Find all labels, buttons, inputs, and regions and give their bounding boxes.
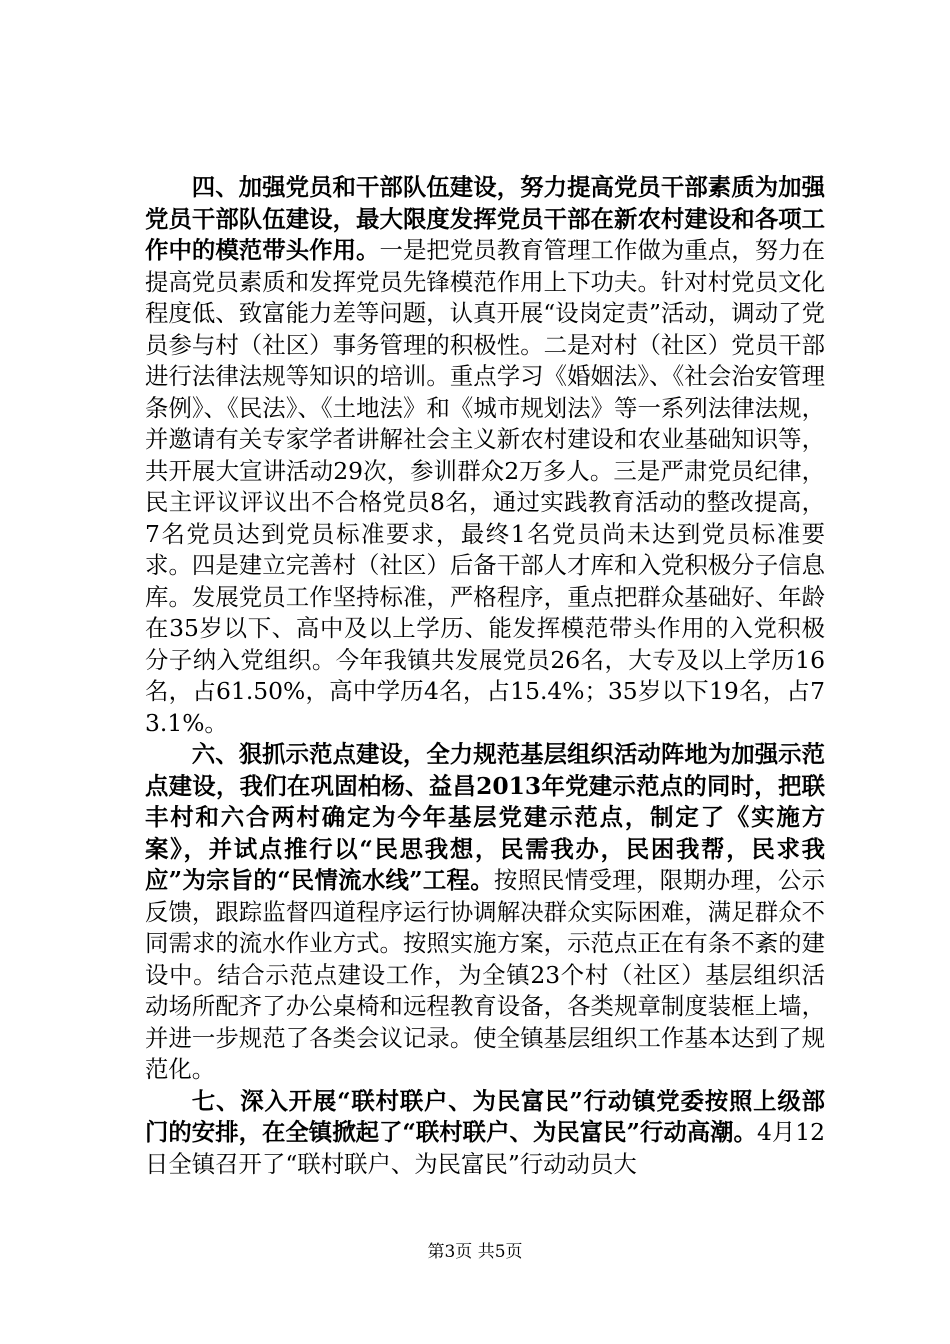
paragraph-text: 4月12日全镇召开了“联村联户、为民富民”行动动员大 <box>145 1118 825 1178</box>
paragraph-village-household-action <box>145 1086 825 1181</box>
paragraph-heading: 四、加强党员和干部队伍建设，努力提高党员干部素质为加强党员干部队伍建设，最大限度发挥党员干部在新农村建设和各项工作中的模范带头作用。 <box>145 173 825 264</box>
paragraph-heading: 七、深入开展“联村联户、为民富民”行动镇党委按照上级部门的安排，在全镇掀起了“联村联户、为民富民”行动高潮。 <box>145 1086 825 1146</box>
page-number-footer: 第3页 共5页 <box>427 1242 523 1262</box>
paragraph-text: 按照民情受理，限期办理，公示反馈，跟踪监督四道程序运行协调解决群众实际困难，满足群众不同需求的流水作业方式。按照实施方案，示范点正在有条不紊的建设中。结合示范点建设工作，为全镇23个村（社区）基层组织活动场所配齐了办公桌椅和远程教育设备，各类规章制度装框上墙，并进一步规范了各类会议记录。使全镇基层组织工作基本达到了规范化。 <box>145 866 825 1083</box>
document-body <box>145 172 825 1180</box>
paragraph-text: 一是把党员教育管理工作做为重点，努力在提高党员素质和发挥党员先锋模范作用上下功夫。针对村党员文化程度低、致富能力差等问题，认真开展“设岗定责”活动，调动了党员参与村（社区）事务管理的积极性。二是对村（社区）党员干部进行法律法规等知识的培训。重点学习《婚姻法》、《社会治安管理条例》、《民法》、《土地法》和《城市规划法》等一系列法律法规，并邀请有关专家学者讲解社会主义新农村建设和农业基础知识等，共开展大宣讲活动29次，参训群众2万多人。三是严肃党员纪律，民主评议评议出不合格党员8名，通过实践教育活动的整改提高，7名党员达到党员标准要求，最终1名党员尚未达到党员标准要求。四是建立完善村（社区）后备干部人才库和入党积极分子信息库。发展党员工作坚持标准，严格程序，重点把群众基础好、年龄在35岁以下、高中及以上学历、能发挥模范带头作用的入党积极分子纳入党组织。今年我镇共发展党员26名，大专及以上学历16名，占61.50%，高中学历4名，占15.4%；35岁以下19名，占73.1%。 <box>145 236 826 737</box>
paragraph-demonstration-site <box>145 739 825 1086</box>
paragraph-party-member-building <box>145 172 825 739</box>
paragraph-heading: 六、狠抓示范点建设，全力规范基层组织活动阵地为加强示范点建设，我们在巩固柏杨、益昌2013年党建示范点的同时，把联丰村和六合两村确定为今年基层党建示范点，制定了《实施方案》，并试点推行以“民思我想，民需我办，民困我帮，民求我应”为宗旨的“民情流水线”工程。 <box>145 740 825 894</box>
